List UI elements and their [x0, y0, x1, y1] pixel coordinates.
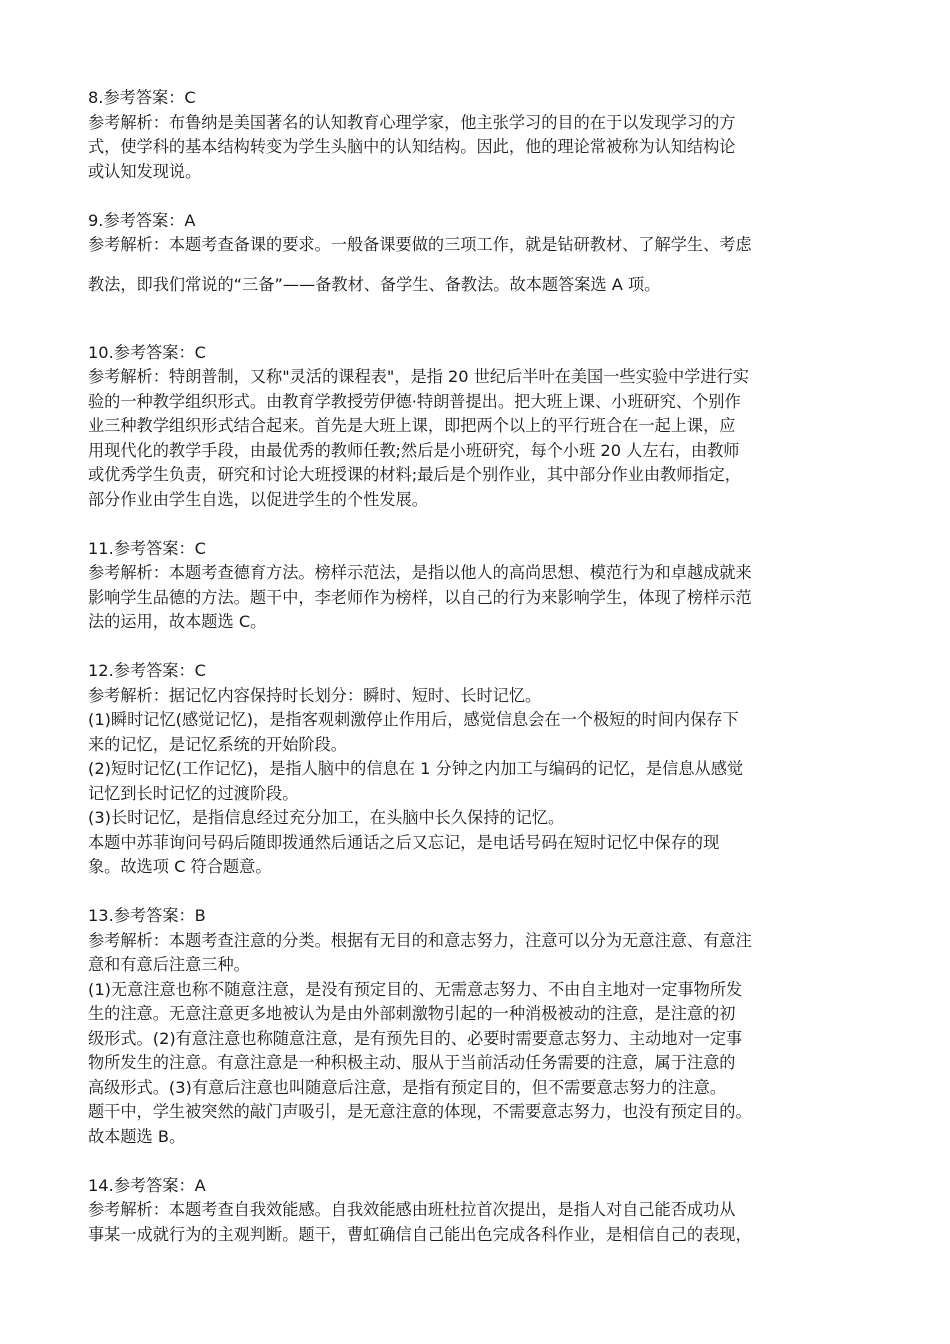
answer-line: 12.参考答案：C	[88, 661, 206, 680]
explanation-line: 业三种教学组织形式结合起来。首先是大班上课，即把两个以上的平行班合在一起上课，应	[88, 416, 736, 435]
explanation-line: 事某一成就行为的主观判断。题干，曹虹确信自己能出色完成各科作业，是相信自己的表现，	[88, 1224, 752, 1244]
answer-sheet	[88, 86, 868, 1247]
explanation-line: 本题中苏菲询问号码后随即拨通然后通话之后又忘记，是电话号码在短时记忆中保存的现	[88, 832, 720, 852]
explanation-line: 生的注意。无意注意更多地被认为是由外部刺激物引起的一种消极被动的注意，是注意的初	[88, 1004, 736, 1023]
explanation-line: 参考解析：特朗普制，又称"灵活的课程表"，是指 20 世纪后半叶在美国一些实验中学进行实	[88, 367, 749, 386]
answer-line: 10.参考答案：C	[88, 342, 206, 362]
question-13	[88, 904, 868, 1149]
explanation-line: 验的一种教学组织形式。由教育学教授劳伊德·特朗普提出。把大班上课、小班研究、个别作	[88, 391, 741, 411]
explanation-line: 题干中，学生被突然的敲门声吸引，是无意注意的体现，不需要意志努力，也没有预定目的。	[88, 1102, 752, 1121]
explanation-line: (1)瞬时记忆(感觉记忆)，是指客观刺激停止作用后，感觉信息会在一个极短的时间内保存下	[88, 710, 739, 729]
explanation-line: (1)无意注意也称不随意注意，是没有预定目的、无需意志努力、不由自主地对一定事物所发	[88, 979, 743, 999]
explanation-line: 教法，即我们常说的“三备”——备教材、备学生、备教法。故本题答案选 A 项。	[88, 274, 661, 294]
explanation-line: (3)长时记忆，是指信息经过充分加工，在头脑中长久保持的记忆。	[88, 808, 565, 827]
explanation-line: 记忆到长时记忆的过渡阶段。	[88, 783, 299, 803]
explanation-line: 参考解析：本题考查自我效能感。自我效能感由班杜拉首次提出，是指人对自己能否成功从	[88, 1200, 736, 1219]
answer-line: 11.参考答案：C	[88, 538, 206, 558]
explanation-line: 高级形式。(3)有意后注意也叫随意后注意，是指有预定目的，但不需要意志努力的注意。	[88, 1077, 727, 1097]
explanation-line: 式，使学科的基本结构转变为学生头脑中的认知结构。因此，他的理论常被称为认知结构论	[88, 137, 736, 156]
explanation-line: 参考解析：本题考查注意的分类。根据有无目的和意志努力，注意可以分为无意注意、有意注	[88, 930, 752, 950]
answer-line: 13.参考答案：B	[88, 906, 206, 925]
explanation-line: 法的运用，故本题选 C。	[88, 612, 267, 631]
answer-line: 8.参考答案：C	[88, 88, 196, 107]
explanation-line: 物所发生的注意。有意注意是一种积极主动、服从于当前活动任务需要的注意，属于注意的	[88, 1053, 736, 1072]
explanation-line: 象。故选项 C 符合题意。	[88, 857, 272, 876]
question-12	[88, 659, 868, 880]
explanation-line: 或认知发现说。	[88, 161, 202, 181]
explanation-line: 或优秀学生负责，研究和讨论大班授课的材料;最后是个别作业，其中部分作业由教师指定，	[88, 465, 741, 484]
question-9	[88, 209, 868, 303]
explanation-line: 参考解析：本题考查德育方法。榜样示范法，是指以他人的高尚思想、模范行为和卓越成就来	[88, 563, 752, 582]
explanation-line: 影响学生品德的方法。题干中，李老师作为榜样，以自己的行为来影响学生，体现了榜样示范	[88, 587, 752, 607]
question-14	[88, 1174, 868, 1248]
explanation-line: 部分作业由学生自选，以促进学生的个性发展。	[88, 489, 428, 509]
explanation-line: 来的记忆，是记忆系统的开始阶段。	[88, 734, 347, 754]
explanation-line: 意和有意后注意三种。	[88, 955, 250, 974]
answer-line: 9.参考答案：A	[88, 210, 196, 230]
question-8	[88, 86, 868, 184]
answer-line: 14.参考答案：A	[88, 1175, 206, 1195]
explanation-line: 级形式。(2)有意注意也称随意注意，是有预先目的、必要时需要意志努力、主动地对一定事	[88, 1028, 743, 1048]
explanation-line: (2)短时记忆(工作记忆)，是指人脑中的信息在 1 分钟之内加工与编码的记忆，是信息从感觉	[88, 759, 744, 778]
question-10	[88, 341, 868, 513]
explanation-line: 参考解析：据记忆内容保持时长划分：瞬时、短时、长时记忆。	[88, 685, 542, 705]
explanation-line: 用现代化的教学手段，由最优秀的教师任教;然后是小班研究，每个小班 20 人左右，由教师	[88, 440, 740, 460]
explanation-line: 参考解析：本题考查备课的要求。一般备课要做的三项工作，就是钻研教材、了解学生、考虑	[88, 235, 752, 254]
question-11	[88, 537, 868, 635]
explanation-line: 参考解析：布鲁纳是美国著名的认知教育心理学家，他主张学习的目的在于以发现学习的方	[88, 112, 736, 132]
explanation-line: 故本题选 B。	[88, 1126, 186, 1146]
